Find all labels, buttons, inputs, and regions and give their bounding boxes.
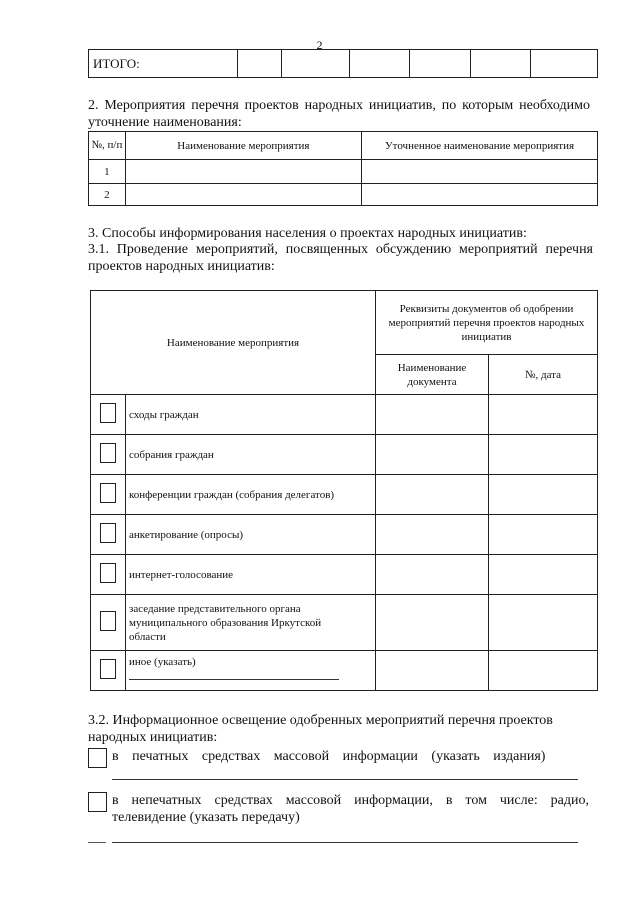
table-cell[interactable]: [125, 160, 361, 184]
checkbox-cell: [91, 435, 126, 475]
itogo-cell[interactable]: [350, 50, 410, 78]
itogo-cell[interactable]: [410, 50, 470, 78]
table-cell[interactable]: [489, 651, 598, 691]
checkbox[interactable]: [100, 523, 116, 543]
table-cell[interactable]: [376, 395, 489, 435]
checkbox[interactable]: [100, 443, 116, 463]
event-item-label: иное (указать): [129, 656, 196, 668]
section3-2-heading: 3.2. Информационное освещение одобренных мероприятий перечня проектов народных инициатив:: [88, 713, 553, 745]
section2-heading: 2. Мероприятия перечня проектов народных инициатив, по которым необходимо уточнение наименования:: [88, 98, 590, 130]
checkbox[interactable]: [100, 611, 116, 631]
event-item-label: конференции граждан (собрания делегатов): [126, 475, 376, 515]
event-item-label: собрания граждан: [126, 435, 376, 475]
event-item-label: сходы граждан: [126, 395, 376, 435]
itogo-label: ИТОГО:: [89, 50, 238, 78]
checkbox-cell: [91, 395, 126, 435]
checkbox-cell: [91, 475, 126, 515]
checkbox-cell: [91, 555, 126, 595]
col-number-header: №, п/п: [89, 132, 126, 160]
itogo-table: [88, 49, 598, 78]
table-cell[interactable]: [376, 515, 489, 555]
fill-in-line-dash: [88, 842, 106, 843]
section3-heading: 3. Способы информирования населения о проектах народных инициатив:: [88, 226, 527, 241]
page-number: 2: [316, 38, 323, 52]
row-number: 1: [89, 160, 126, 184]
table-cell[interactable]: [489, 475, 598, 515]
other-item-cell: [126, 651, 376, 691]
table-cell[interactable]: [489, 435, 598, 475]
checkbox-cell: [91, 515, 126, 555]
table-cell[interactable]: [125, 184, 361, 206]
row-number: 2: [89, 184, 126, 206]
table-cell[interactable]: [489, 595, 598, 651]
event-item-label: интернет-голосование: [126, 555, 376, 595]
checkbox[interactable]: [100, 403, 116, 423]
table-cell[interactable]: [376, 435, 489, 475]
fill-in-line[interactable]: [112, 842, 578, 843]
table-cell[interactable]: [489, 555, 598, 595]
col-event-name-header: Наименование мероприятия: [91, 291, 376, 395]
option-non-print-media: в непечатных средствах массовой информации, в том числе: радио, телевидение (указать передачу): [112, 793, 589, 825]
itogo-cell[interactable]: [470, 50, 530, 78]
event-item-label: заседание представительного органа муниципального образования Иркутской области: [126, 595, 376, 651]
event-item-label: анкетирование (опросы): [126, 515, 376, 555]
checkbox[interactable]: [100, 659, 116, 679]
table-cell[interactable]: [361, 160, 597, 184]
section3-1-table: [90, 290, 598, 691]
checkbox[interactable]: [100, 563, 116, 583]
col-name-header: Наименование мероприятия: [125, 132, 361, 160]
table-cell[interactable]: [376, 651, 489, 691]
col-requisites-header: Реквизиты документов об одобрении мероприятий перечня проектов народных инициатив: [376, 291, 598, 355]
section2-table: [88, 131, 598, 206]
col-docname-header: Наименование документа: [376, 355, 489, 395]
checkbox[interactable]: [88, 792, 107, 812]
itogo-cell[interactable]: [237, 50, 281, 78]
table-cell[interactable]: [489, 515, 598, 555]
checkbox[interactable]: [100, 483, 116, 503]
option-print-media: в печатных средствах массовой информации (указать издания): [112, 749, 546, 764]
table-cell[interactable]: [489, 395, 598, 435]
itogo-cell[interactable]: [282, 50, 350, 78]
other-specify-line[interactable]: [129, 679, 339, 680]
checkbox[interactable]: [88, 748, 107, 768]
table-cell[interactable]: [361, 184, 597, 206]
fill-in-line[interactable]: [112, 779, 578, 780]
col-refined-header: Уточненное наименование мероприятия: [361, 132, 597, 160]
col-number-date-header: №, дата: [489, 355, 598, 395]
checkbox-cell: [91, 651, 126, 691]
table-cell[interactable]: [376, 475, 489, 515]
checkbox-cell: [91, 595, 126, 651]
table-cell[interactable]: [376, 555, 489, 595]
section3-1-heading: 3.1. Проведение мероприятий, посвященных обсуждению мероприятий перечня проектов народных инициатив:: [88, 242, 593, 274]
itogo-cell[interactable]: [530, 50, 597, 78]
table-cell[interactable]: [376, 595, 489, 651]
